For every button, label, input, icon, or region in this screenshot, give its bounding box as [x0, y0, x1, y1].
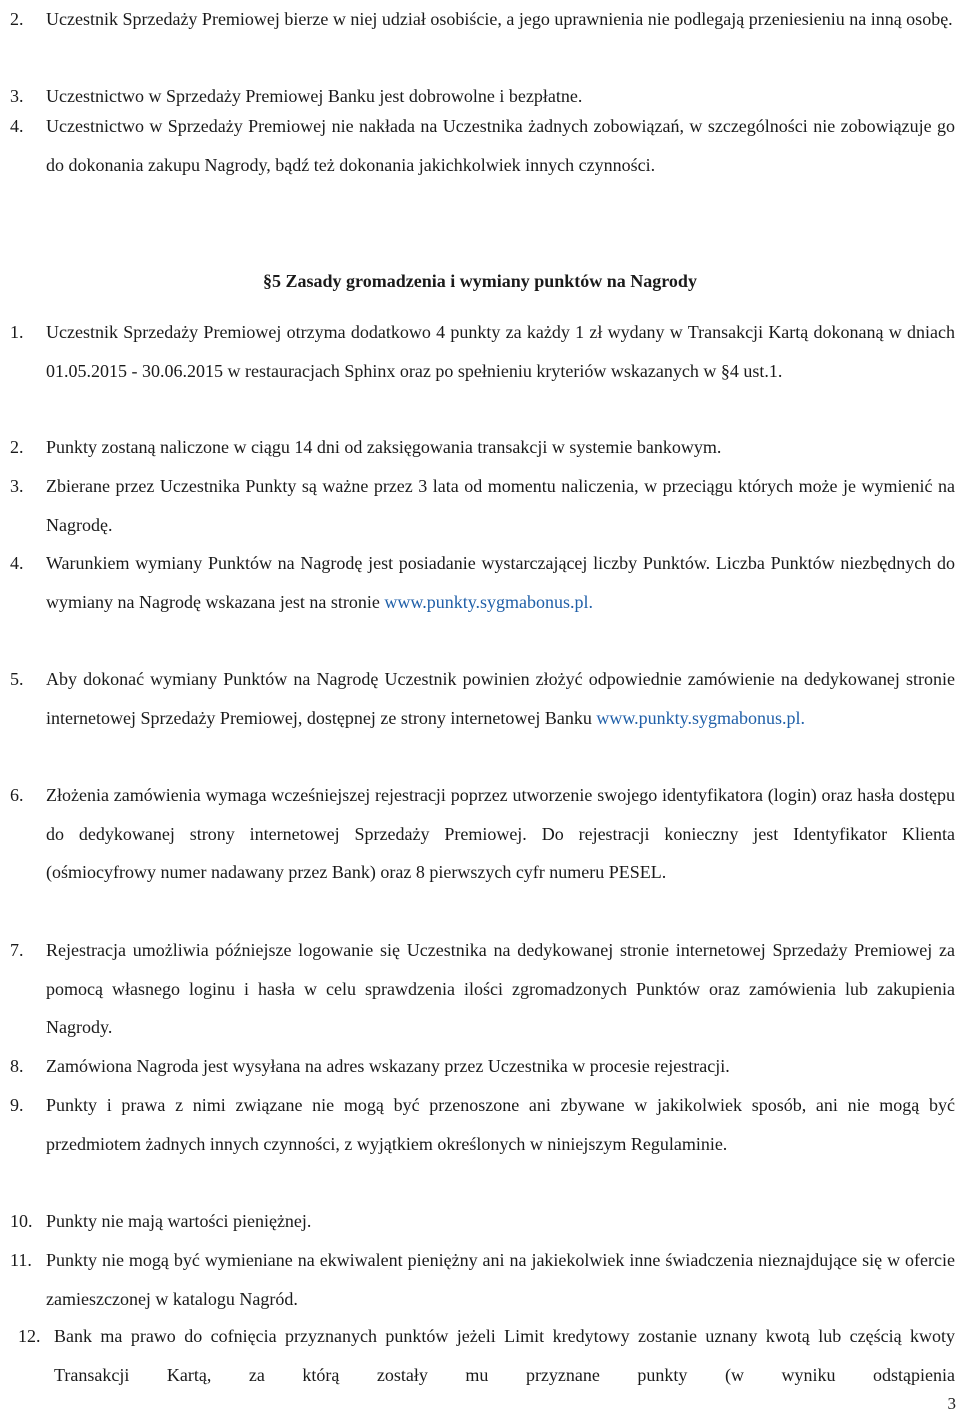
list-item	[0, 1047, 955, 1086]
list-item	[0, 660, 955, 737]
item-number: 9.	[10, 1095, 24, 1115]
list-item	[0, 776, 955, 892]
item-number: 3.	[10, 476, 24, 496]
item-text: Punkty zostaną naliczone w ciągu 14 dni od zaksięgowania transakcji w systemie bankowym.	[46, 437, 722, 457]
item-text: Punkty nie mają wartości pieniężnej.	[46, 1211, 312, 1231]
list-item	[0, 1241, 955, 1318]
item-number: 3.	[10, 86, 24, 106]
item-number: 2.	[10, 9, 24, 29]
item-text: Rejestracja umożliwia późniejsze logowanie się Uczestnika na dedykowanej stronie internetowej Sprzedaży Premiowej za pomocą własnego loginu i hasła w celu sprawdzenia ilości zgromadzonych Punktów oraz zamówienia lub zakupienia Nagrody.	[46, 940, 955, 1037]
item-number: 11.	[10, 1250, 32, 1270]
list-item	[0, 0, 955, 39]
item-text: Bank ma prawo do cofnięcia przyznanych punktów jeżeli Limit kredytowy zostanie uznany kwotą lub częścią kwoty Transakcji Kartą, za którą zostały mu przyznane punkty (w wyniku odstąpienia	[54, 1326, 955, 1385]
item-text: Uczestnictwo w Sprzedaży Premiowej Banku jest dobrowolne i bezpłatne.	[46, 86, 583, 106]
list-item	[0, 313, 955, 390]
list-item	[0, 1317, 955, 1394]
item-text: Punkty i prawa z nimi związane nie mogą być przenoszone ani zbywane w jakikolwiek sposób, ani nie mogą być przedmiotem żadnych innych czynności, z wyjątkiem określonych w niniejszym Regulaminie.	[46, 1095, 955, 1154]
item-number: 4.	[10, 553, 24, 573]
list-item	[0, 428, 955, 467]
item-number: 1.	[10, 322, 24, 342]
list-item	[0, 1202, 955, 1241]
list-item	[0, 1086, 955, 1163]
item-number: 4.	[10, 116, 24, 136]
section-heading: §5 Zasady gromadzenia i wymiany punktów na Nagrody	[263, 271, 697, 291]
website-link[interactable]: www.punkty.sygmabonus.pl.	[384, 591, 594, 612]
item-text: Warunkiem wymiany Punktów na Nagrodę jest posiadanie wystarczającej liczby Punktów. Liczba Punktów niezbędnych do wymiany na Nagrodę wskazana jest na stronie	[46, 553, 955, 612]
item-number: 5.	[10, 669, 24, 689]
item-text: Złożenia zamówienia wymaga wcześniejszej rejestracji poprzez utworzenie swojego identyfikatora (login) oraz hasła dostępu do dedykowanej strony internetowej Sprzedaży Premiowej. Do rejestracji konieczny jest Identyfikator Klienta (ośmiocyfrowy numer nadawany przez Bank) oraz 8 pierwszych cyfr numeru PESEL.	[46, 785, 955, 882]
item-text: Punkty nie mogą być wymieniane na ekwiwalent pieniężny ani na jakiekolwiek inne świadczenia nieznajdujące się w ofercie zamieszczonej w katalogu Nagród.	[46, 1250, 955, 1309]
item-text: Zamówiona Nagroda jest wysyłana na adres wskazany przez Uczestnika w procesie rejestracji.	[46, 1056, 730, 1076]
item-text: Uczestnictwo w Sprzedaży Premiowej nie nakłada na Uczestnika żadnych zobowiązań, w szczególności nie zobowiązuje go do dokonania zakupu Nagrody, bądź też dokonania jakichkolwiek innych czynności.	[46, 116, 955, 175]
item-text: Aby dokonać wymiany Punktów na Nagrodę Uczestnik powinien złożyć odpowiednie zamówienie na dedykowanej stronie internetowej Sprzedaży Premiowej, dostępnej ze strony internetowej Banku	[46, 669, 955, 728]
item-number: 8.	[10, 1056, 24, 1076]
list-item	[0, 931, 955, 1047]
list-item	[0, 107, 955, 184]
item-number: 7.	[10, 940, 24, 960]
item-number: 12.	[18, 1326, 41, 1346]
item-text: Zbierane przez Uczestnika Punkty są ważne przez 3 lata od momentu naliczenia, w przeciągu których może je wymienić na Nagrodę.	[46, 476, 955, 535]
list-item	[0, 467, 955, 544]
item-number: 6.	[10, 785, 24, 805]
page-number: 3	[947, 1394, 956, 1413]
item-text: Uczestnik Sprzedaży Premiowej otrzyma dodatkowo 4 punkty za każdy 1 zł wydany w Transakcji Kartą dokonaną w dniach 01.05.2015 - 30.06.2015 w restauracjach Sphinx oraz po spełnieniu kryteriów wskazanych w §4 ust.1.	[46, 322, 955, 381]
item-text: Uczestnik Sprzedaży Premiowej bierze w niej udział osobiście, a jego uprawnienia nie podlegają przeniesieniu na inną osobę.	[46, 9, 953, 29]
item-number: 10.	[10, 1211, 33, 1231]
list-item	[0, 544, 955, 621]
website-link[interactable]: www.punkty.sygmabonus.pl.	[596, 707, 806, 728]
item-number: 2.	[10, 437, 24, 457]
